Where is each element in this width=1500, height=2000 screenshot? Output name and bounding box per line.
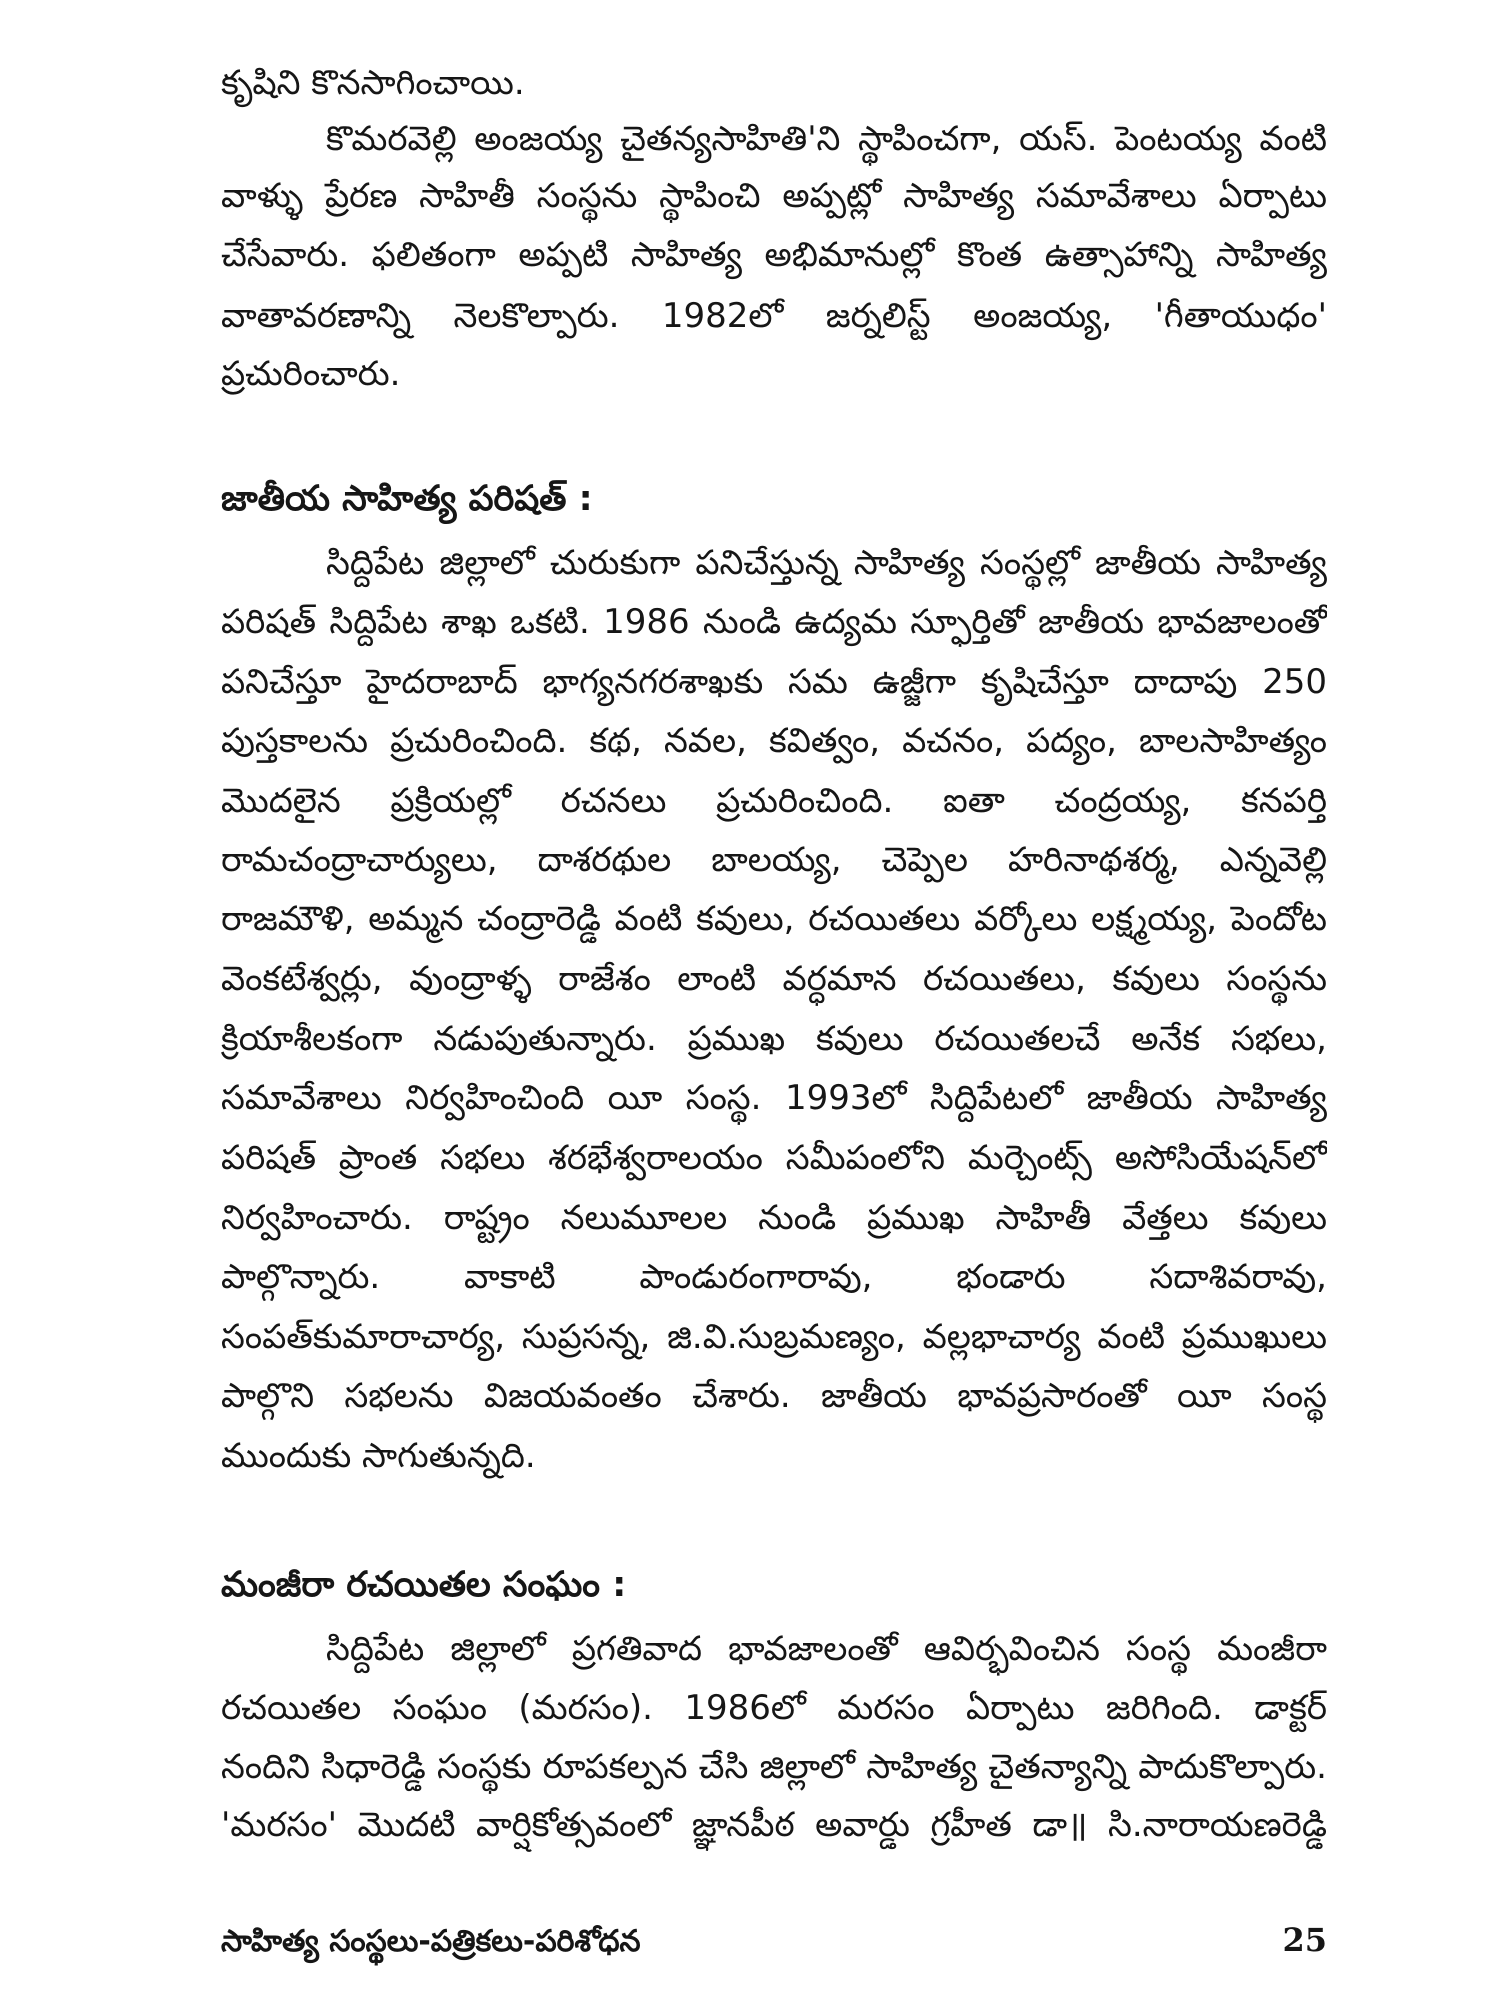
section-2-line-2: రచయితల సంఘం (మరసం). 1986లో మరసం ఏర్పాటు జరిగింది. డాక్టర్ xyxy=(221,1688,1327,1728)
section-1-line-15: పాల్గొని సభలను విజయవంతం చేశారు. జాతీయ భావప్రసారంతో యీ సంస్థ xyxy=(221,1376,1327,1416)
page-number: 25 xyxy=(1282,1921,1327,1959)
section-1-line-13: పాల్గొన్నారు. వాకాటి పాండురంగారావు, భండారు సదాశివరావు, xyxy=(221,1257,1327,1297)
running-footer-title: సాహిత్య సంస్థలు-పత్రికలు-పరిశోధన xyxy=(221,1924,641,1959)
section-1-line-10: సమావేశాలు నిర్వహించింది యీ సంస్థ. 1993లో సిద్దిపేటలో జాతీయ సాహిత్య xyxy=(221,1078,1327,1118)
section-1-line-3: పనిచేస్తూ హైదరాబాద్ భాగ్యనగరశాఖకు సమ ఉజ్జీగా కృషిచేస్తూ దాదాపు 250 xyxy=(221,662,1327,702)
intro-line-2: కొమరవెల్లి అంజయ్య చైతన్యసాహితి'ని స్థాపించగా, యస్. పెంటయ్య వంటి xyxy=(326,119,1327,159)
section-1-line-5: మొదలైన ప్రక్రియల్లో రచనలు ప్రచురించింది. ఐతా చంద్రయ్య, కనపర్తి xyxy=(221,781,1327,821)
intro-line-1: కృషిని కొనసాగించాయి. xyxy=(221,63,525,103)
section-heading-manjira-rachayitala-sangham: మంజీరా రచయితల సంఘం : xyxy=(221,1565,627,1605)
section-1-line-12: నిర్వహించారు. రాష్ట్రం నలుమూలల నుండి ప్రముఖ సాహితీ వేత్తలు కవులు xyxy=(221,1198,1327,1238)
section-1-line-7: రాజమౌళి, అమ్మన చంద్రారెడ్డి వంటి కవులు, రచయితలు వర్కోలు లక్ష్మయ్య, పెందోట xyxy=(221,899,1327,939)
section-1-line-6: రామచంద్రాచార్యులు, దాశరథుల బాలయ్య, చెప్పెల హరినాథశర్మ, ఎన్నవెల్లి xyxy=(221,840,1327,880)
intro-line-6: ప్రచురించారు. xyxy=(221,354,401,394)
intro-line-3: వాళ్ళు ప్రేరణ సాహితీ సంస్థను స్థాపించి అప్పట్లో సాహిత్య సమావేశాలు ఏర్పాటు xyxy=(221,176,1327,216)
section-heading-jatiya-sahitya-parishat: జాతీయ సాహిత్య పరిషత్ : xyxy=(221,479,593,519)
section-1-line-11: పరిషత్ ప్రాంత సభలు శరభేశ్వరాలయం సమీపంలోని మర్చెంట్స్ అసోసియేషన్‌లో xyxy=(221,1138,1327,1178)
section-1-line-9: క్రియాశీలకంగా నడుపుతున్నారు. ప్రముఖ కవులు రచయితలచే అనేక సభలు, xyxy=(221,1019,1327,1059)
section-2-line-3: నందిని సిధారెడ్డి సంస్థకు రూపకల్పన చేసి జిల్లాలో సాహిత్య చైతన్యాన్ని పాదుకొల్పారు. xyxy=(221,1747,1327,1787)
section-1-line-4: పుస్తకాలను ప్రచురించింది. కథ, నవల, కవిత్వం, వచనం, పద్యం, బాలసాహిత్యం xyxy=(221,721,1327,761)
section-1-line-1: సిద్దిపేట జిల్లాలో చురుకుగా పనిచేస్తున్న సాహిత్య సంస్థల్లో జాతీయ సాహిత్య xyxy=(326,543,1327,583)
section-2-line-1: సిద్దిపేట జిల్లాలో ప్రగతివాద భావజాలంతో ఆవిర్భవించిన సంస్థ మంజీరా xyxy=(326,1629,1327,1669)
section-2-line-4: 'మరసం' మొదటి వార్షికోత్సవంలో జ్ఞానపీఠ అవార్డు గ్రహీత డా॥ సి.నారాయణరెడ్డి xyxy=(221,1805,1327,1845)
section-1-line-2: పరిషత్ సిద్దిపేట శాఖ ఒకటి. 1986 నుండి ఉద్యమ స్ఫూర్తితో జాతీయ భావజాలంతో xyxy=(221,602,1327,642)
section-1-line-16: ముందుకు సాగుతున్నది. xyxy=(221,1436,536,1476)
intro-line-5: వాతావరణాన్ని నెలకొల్పారు. 1982లో జర్నలిస్ట్ అంజయ్య, 'గీతాయుధం' xyxy=(221,296,1327,336)
section-1-line-14: సంపత్‌కుమారాచార్య, సుప్రసన్న, జి.వి.సుబ్రమణ్యం, వల్లభాచార్య వంటి ప్రముఖులు xyxy=(221,1317,1327,1357)
intro-line-4: చేసేవారు. ఫలితంగా అప్పటి సాహిత్య అభిమానుల్లో కొంత ఉత్సాహాన్ని సాహిత్య xyxy=(221,235,1327,275)
section-1-line-8: వెంకటేశ్వర్లు, వుంద్రాళ్ళ రాజేశం లాంటి వర్ధమాన రచయితలు, కవులు సంస్థను xyxy=(221,959,1327,999)
